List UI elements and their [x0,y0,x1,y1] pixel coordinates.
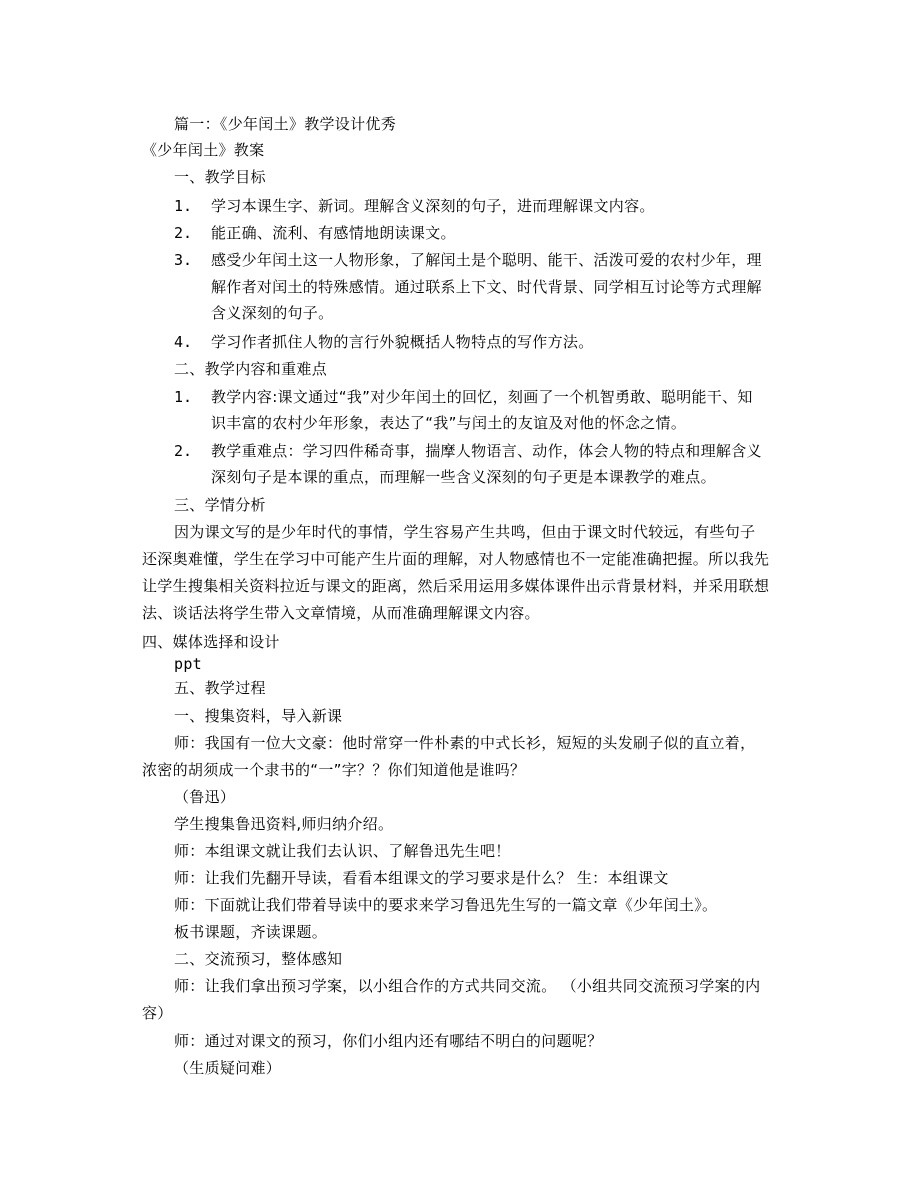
media-content: ppt [174,655,202,673]
list-item: 教学内容:课文通过“我”对少年闰土的回忆，刻画了一个机智勇敢、聪明能干、知 [211,388,753,406]
paragraph-line: 师：通过对课文的预习，你们小组内还有哪结不明白的问题呢？ [174,1032,603,1050]
section-heading-content: 二、教学内容和重难点 [174,360,328,378]
list-item: 感受少年闰土这一人物形象，了解闰土是个聪明、能干、活泼可爱的农村少年，理 [211,251,762,269]
document-subtitle: 《少年闰土》教案 [142,141,265,159]
paragraph-line: 师：我国有一位大文豪：他时常穿一件朴素的中式长衫，短短的头发刷子似的直立着， [174,734,756,752]
list-item: 教学重难点：学习四件稀奇事，揣摩人物语言、动作，体会人物的特点和理解含义 [211,442,762,460]
list-item-continued: 解作者对闰土的特殊感情。通过联系上下文、时代背景、同学相互讨论等方式理解 [211,278,762,296]
section-heading-objectives: 一、教学目标 [174,168,266,186]
list-number: 1. [174,197,193,215]
paragraph-line: 因为课文写的是少年时代的事情，学生容易产生共鸣，但由于课文时代较远，有些句子 [174,523,756,541]
list-number: 1. [174,388,193,406]
list-item: 学习本课生字、新词。理解含义深刻的句子，进而理解课文内容。 [211,197,655,215]
list-number: 2. [174,442,193,460]
section-heading-analysis: 三、学情分析 [174,496,266,514]
section-heading-process: 五、教学过程 [174,679,266,697]
section-heading-media: 四、媒体选择和设计 [142,633,280,651]
paragraph-line: 师：让我们拿出预习学案，以小组合作的方式共同交流。 （小组共同交流预习学案的内 [174,977,761,995]
list-item: 学习作者抓住人物的言行外貌概括人物特点的写作方法。 [211,333,594,351]
paragraph-line: 法、谈话法将学生带入文章情境，从而准确理解课文内容。 [142,604,540,622]
paragraph-line: 师：下面就让我们带着导读中的要求来学习鲁迅先生写的一篇文章《少年闰土》。 [174,896,718,914]
step-heading: 二、交流预习，整体感知 [174,950,343,968]
list-number: 3. [174,251,193,269]
paragraph-line: 板书课题，齐读课题。 [174,923,328,941]
list-number: 2. [174,224,193,242]
list-item-continued: 识丰富的农村少年形象，表达了“我”与闰土的友谊及对他的怀念之情。 [211,414,687,432]
paragraph-line: 浓密的胡须成一个隶书的“一”字？？你们知道他是谁吗？ [142,761,526,779]
paragraph-line: 学生搜集鲁迅资料,师归纳介绍。 [174,815,394,833]
paragraph-line: （鲁迅） [174,788,236,806]
list-number: 4. [174,333,193,351]
step-heading: 一、搜集资料，导入新课 [174,707,343,725]
paragraph-line: 还深奥难懂，学生在学习中可能产生片面的理解，对人物感情也不一定能准确把握。所以我先 [142,550,770,568]
paragraph-line: 让学生搜集相关资料拉近与课文的距离，然后采用运用多媒体课件出示背景材料，并采用联想 [142,577,770,595]
paragraph-line: 师：让我们先翻开导读，看看本组课文的学习要求是什么？ 生：本组课文 [174,869,669,887]
list-item: 能正确、流利、有感情地朗读课文。 [211,224,456,242]
paragraph-line: 师：本组课文就让我们去认识、了解鲁迅先生吧！ [174,842,511,860]
paragraph-line: 容） [142,1004,173,1022]
list-item-continued: 含义深刻的句子。 [211,304,334,322]
paragraph-line: （生质疑问难） [174,1059,282,1077]
document-title: 篇一：《少年闰土》教学设计优秀 [174,115,397,133]
list-item-continued: 深刻句子是本课的重点，而理解一些含义深刻的句子更是本课教学的难点。 [211,468,716,486]
